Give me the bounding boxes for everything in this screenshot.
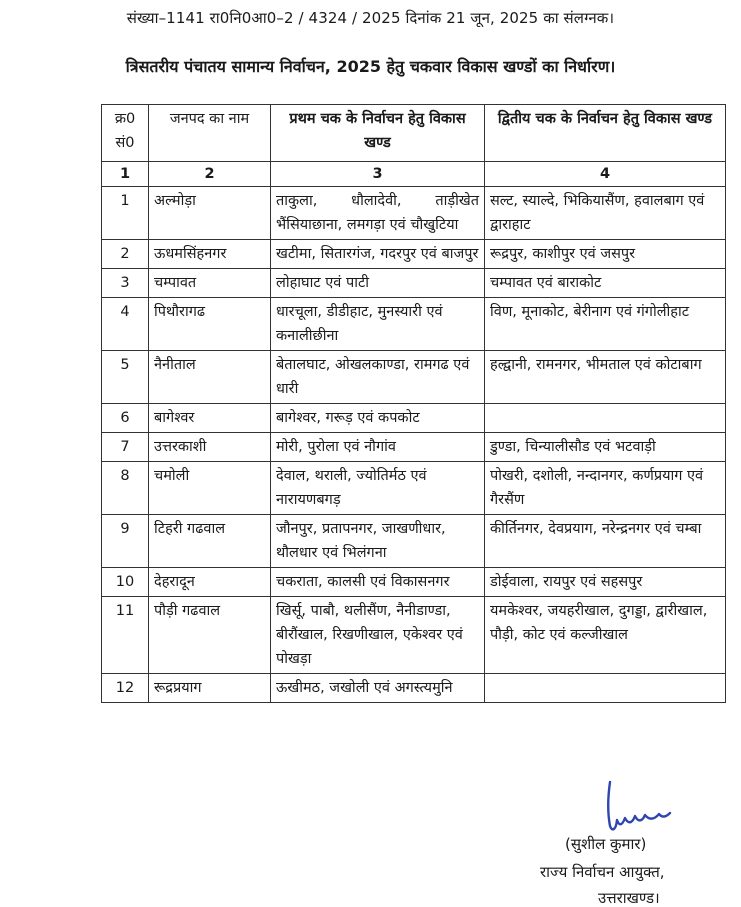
serial-cell: 12 [102,674,149,703]
header-serial: क्र0 सं0 [102,105,149,162]
table-row [102,433,726,462]
district-cell: पिथौरागढ [149,298,271,351]
serial-cell: 10 [102,568,149,597]
serial-cell: 9 [102,515,149,568]
serial-cell: 1 [102,187,149,240]
serial-cell: 2 [102,240,149,269]
district-cell: बागेश्वर [149,404,271,433]
phase1-cell: जौनपुर, प्रतापनगर, जाखणीधार, थौलधार एवं भिलंगना [271,515,485,568]
phase2-cell [485,674,726,703]
phase2-cell: पोखरी, दशोली, नन्दानगर, कर्णप्रयाग एवं गैरसैंण [485,462,726,515]
district-cell: ऊधमसिंहनगर [149,240,271,269]
signature-stroke [608,782,670,829]
phase2-cell: विण, मूनाकोट, बेरीनाग एवं गंगोलीहाट [485,298,726,351]
serial-cell: 11 [102,597,149,674]
district-cell: चम्पावत [149,269,271,298]
phase2-cell: रूद्रपुर, काशीपुर एवं जसपुर [485,240,726,269]
phase1-cell: मोरी, पुरोला एवं नौगांव [271,433,485,462]
phase1-cell: बागेश्वर, गरूड़ एवं कपकोट [271,404,485,433]
phase2-cell: कीर्तिनगर, देवप्रयाग, नरेन्द्रनगर एवं चम्बा [485,515,726,568]
phase1-cell: देवाल, थराली, ज्योतिर्मठ एवं नारायणबगड़ [271,462,485,515]
header-district: जनपद का नाम [149,105,271,162]
phase1-cell: खटीमा, सितारगंज, गदरपुर एवं बाजपुर [271,240,485,269]
table-header-row [102,105,726,162]
district-cell: चमोली [149,462,271,515]
district-cell: अल्मोड़ा [149,187,271,240]
district-cell: नैनीताल [149,351,271,404]
column-number: 3 [271,162,485,187]
serial-cell: 6 [102,404,149,433]
column-number-row [102,162,726,187]
district-cell: टिहरी गढवाल [149,515,271,568]
district-cell: देहरादून [149,568,271,597]
table-row [102,269,726,298]
phase1-cell: चकराता, कालसी एवं विकासनगर [271,568,485,597]
table-row [102,597,726,674]
signatory-name: (सुशील कुमार) [565,835,647,853]
column-number: 4 [485,162,726,187]
signatory-designation: राज्य निर्वाचन आयुक्त, [540,863,665,881]
phase2-cell: चम्पावत एवं बाराकोट [485,269,726,298]
table-row [102,298,726,351]
phase1-cell: खिर्सू, पाबौ, थलीसैंण, नैनीडाण्डा, बीरौंखाल, रिखणीखाल, एकेश्वर एवं पोखड़ा [271,597,485,674]
block-allocation-table [101,104,726,703]
district-cell: रूद्रप्रयाग [149,674,271,703]
phase2-cell: डोईवाला, रायपुर एवं सहसपुर [485,568,726,597]
signatory-state: उत्तराखण्ड। [598,889,660,907]
header-phase-1: प्रथम चक के निर्वाचन हेतु विकास खण्ड [271,105,485,162]
column-number: 1 [102,162,149,187]
phase1-cell: ऊखीमठ, जखोली एवं अगस्त्यमुनि [271,674,485,703]
reference-line: संख्या–1141 रा0नि0आ0–2 / 4324 / 2025 दिनांक 21 जून, 2025 का संलग्नक। [126,9,615,27]
district-cell: पौड़ी गढवाल [149,597,271,674]
district-cell: उत्तरकाशी [149,433,271,462]
phase2-cell [485,404,726,433]
phase2-cell: हल्द्वानी, रामनगर, भीमताल एवं कोटाबाग [485,351,726,404]
phase1-cell: धारचूला, डीडीहाट, मुनस्यारी एवं कनालीछीना [271,298,485,351]
table-row [102,462,726,515]
table-row [102,515,726,568]
header-phase-2: द्वितीय चक के निर्वाचन हेतु विकास खण्ड [485,105,726,162]
serial-cell: 3 [102,269,149,298]
table-row [102,351,726,404]
serial-cell: 4 [102,298,149,351]
column-number: 2 [149,162,271,187]
signature-scribble [596,780,678,842]
table-row [102,674,726,703]
phase2-cell: सल्ट, स्याल्दे, भिकियासैंण, हवालबाग एवं द्वाराहाट [485,187,726,240]
serial-cell: 7 [102,433,149,462]
table-row [102,568,726,597]
table-row [102,404,726,433]
serial-cell: 8 [102,462,149,515]
serial-cell: 5 [102,351,149,404]
phase1-cell: बेतालघाट, ओखलकाण्डा, रामगढ एवं धारी [271,351,485,404]
phase1-cell: ताकुला, धौलादेवी, ताड़ीखेत भैंसियाछाना, लमगड़ा एवं चौखुटिया [271,187,485,240]
phase2-cell: डुण्डा, चिन्यालीसौड एवं भटवाड़ी [485,433,726,462]
document-title: त्रिसतरीय पंचातय सामान्य निर्वाचन, 2025 हेतु चकवार विकास खण्डों का निर्धारण। [125,57,616,76]
phase1-cell: लोहाघाट एवं पाटी [271,269,485,298]
table-row [102,240,726,269]
table-row [102,187,726,240]
phase2-cell: यमकेश्वर, जयहरीखाल, दुगड्डा, द्वारीखाल, पौड़ी, कोट एवं कल्जीखाल [485,597,726,674]
